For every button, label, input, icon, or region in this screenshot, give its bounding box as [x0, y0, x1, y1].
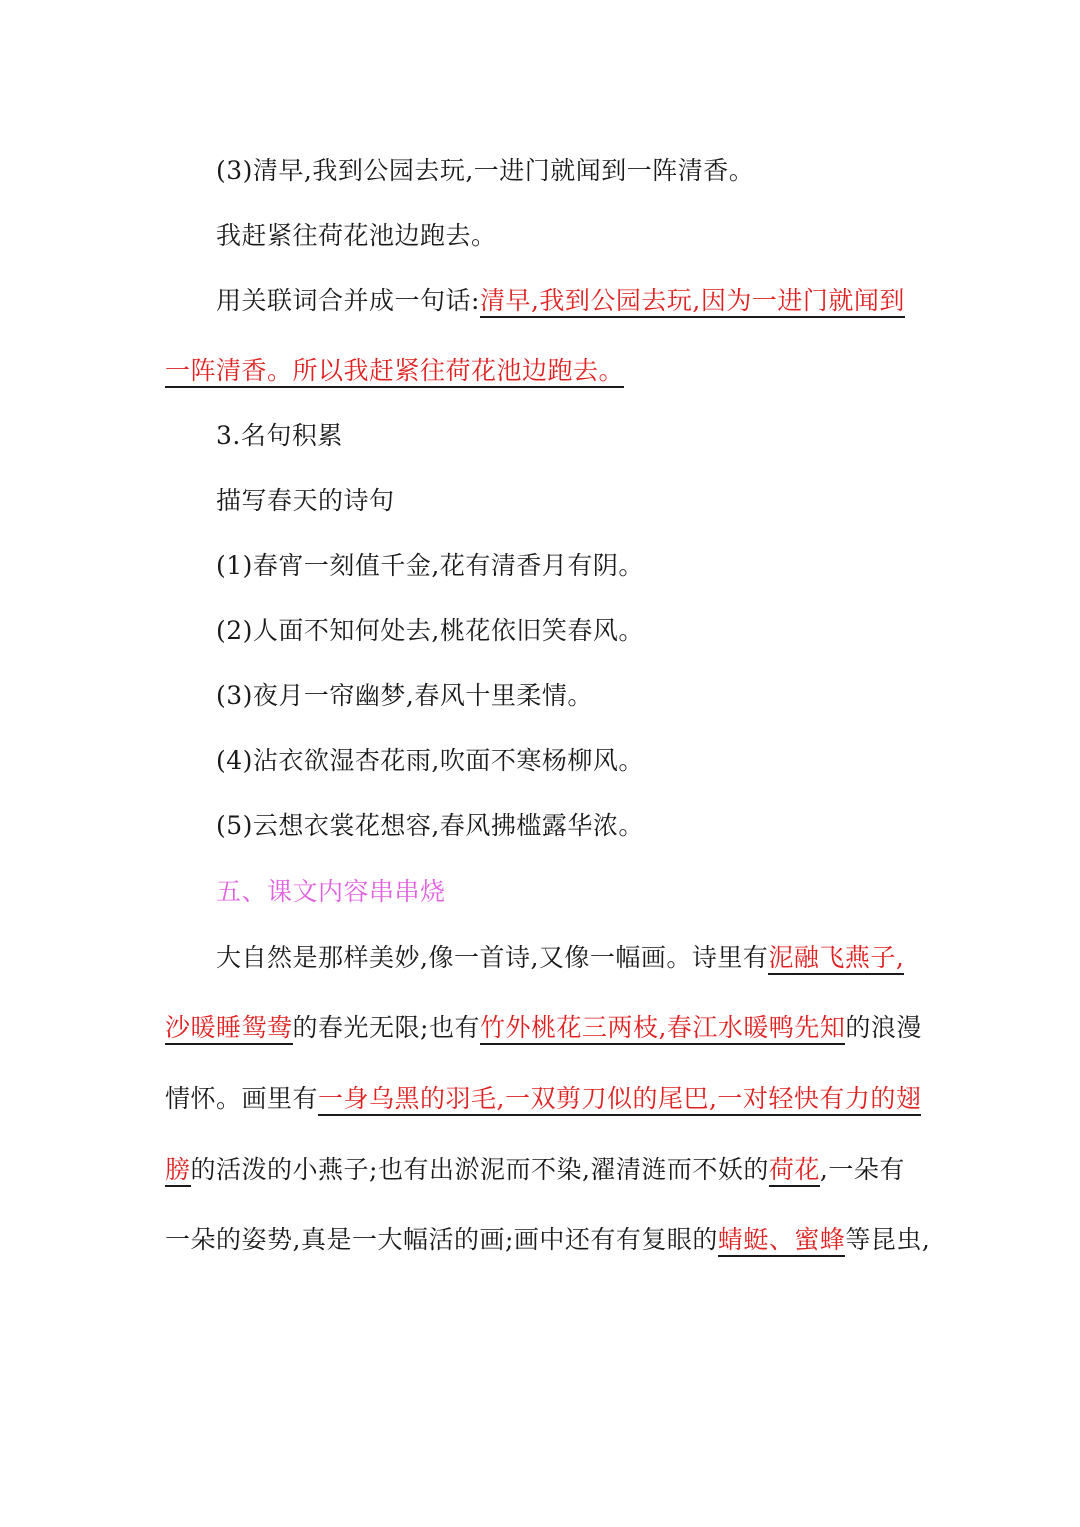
paragraph-line-1 — [216, 940, 904, 976]
answer-segment: 蜻蜓、蜜蜂 — [718, 1225, 846, 1257]
text-segment: 的活泼的小燕子;也有出淤泥而不染,濯清涟而不妖的 — [190, 1155, 769, 1184]
answer-segment: 一身乌黑的羽毛,一双剪刀似的尾巴,一对轻快有力的翅 — [318, 1084, 921, 1116]
poem-line: (4)沾衣欲湿杏花雨,吹面不寒杨柳风。 — [216, 746, 644, 775]
text-segment: 等昆虫, — [845, 1225, 931, 1254]
exercise-3-answer-line-2 — [165, 353, 624, 389]
section-5-heading: 五、课文内容串串烧 — [216, 877, 446, 906]
text-segment: ,一朵有 — [819, 1155, 905, 1184]
poem-line: (1)春宵一刻值千金,花有清香月有阴。 — [216, 551, 644, 580]
exercise-3-prompt-line — [216, 283, 905, 319]
answer-segment: 泥融飞燕子, — [768, 943, 904, 975]
text-segment: 一朵的姿势,真是一大幅活的画;画中还有有复眼的 — [165, 1225, 718, 1254]
answer-segment: 竹外桃花三两枝,春江水暖鸭先知 — [480, 1013, 845, 1045]
exercise-3-answer-part-2: 一阵清香。所以我赶紧往荷花池边跑去。 — [165, 356, 624, 388]
poem-line: (5)云想衣裳花想容,春风拂槛露华浓。 — [216, 811, 644, 840]
heading-famous-lines: 3.名句积累 — [216, 421, 343, 450]
exercise-3-line-1: (3)清早,我到公园去玩,一进门就闻到一阵清香。 — [216, 156, 755, 185]
poem-line: (3)夜月一帘幽梦,春风十里柔情。 — [216, 681, 593, 710]
exercise-3-prompt: 用关联词合并成一句话: — [216, 286, 480, 315]
exercise-3-line-2: 我赶紧往荷花池边跑去。 — [216, 221, 497, 250]
text-segment: 情怀。画里有 — [165, 1084, 319, 1113]
paragraph-line-4 — [165, 1152, 905, 1188]
answer-segment: 沙暖睡鸳鸯 — [165, 1013, 293, 1045]
paragraph-line-2 — [165, 1010, 922, 1046]
poem-line: (2)人面不知何处去,桃花依旧笑春风。 — [216, 616, 644, 645]
exercise-3-answer-part-1: 清早,我到公园去玩,因为一进门就闻到 — [480, 286, 905, 318]
answer-segment: 膀 — [165, 1155, 191, 1187]
text-segment: 的浪漫 — [845, 1013, 922, 1042]
text-segment: 的春光无限;也有 — [292, 1013, 480, 1042]
paragraph-line-5 — [165, 1222, 930, 1258]
paragraph-line-3 — [165, 1081, 921, 1117]
answer-segment: 荷花 — [769, 1155, 820, 1187]
subheading-spring-poems: 描写春天的诗句 — [216, 486, 395, 515]
text-segment: 大自然是那样美妙,像一首诗,又像一幅画。诗里有 — [216, 943, 769, 972]
